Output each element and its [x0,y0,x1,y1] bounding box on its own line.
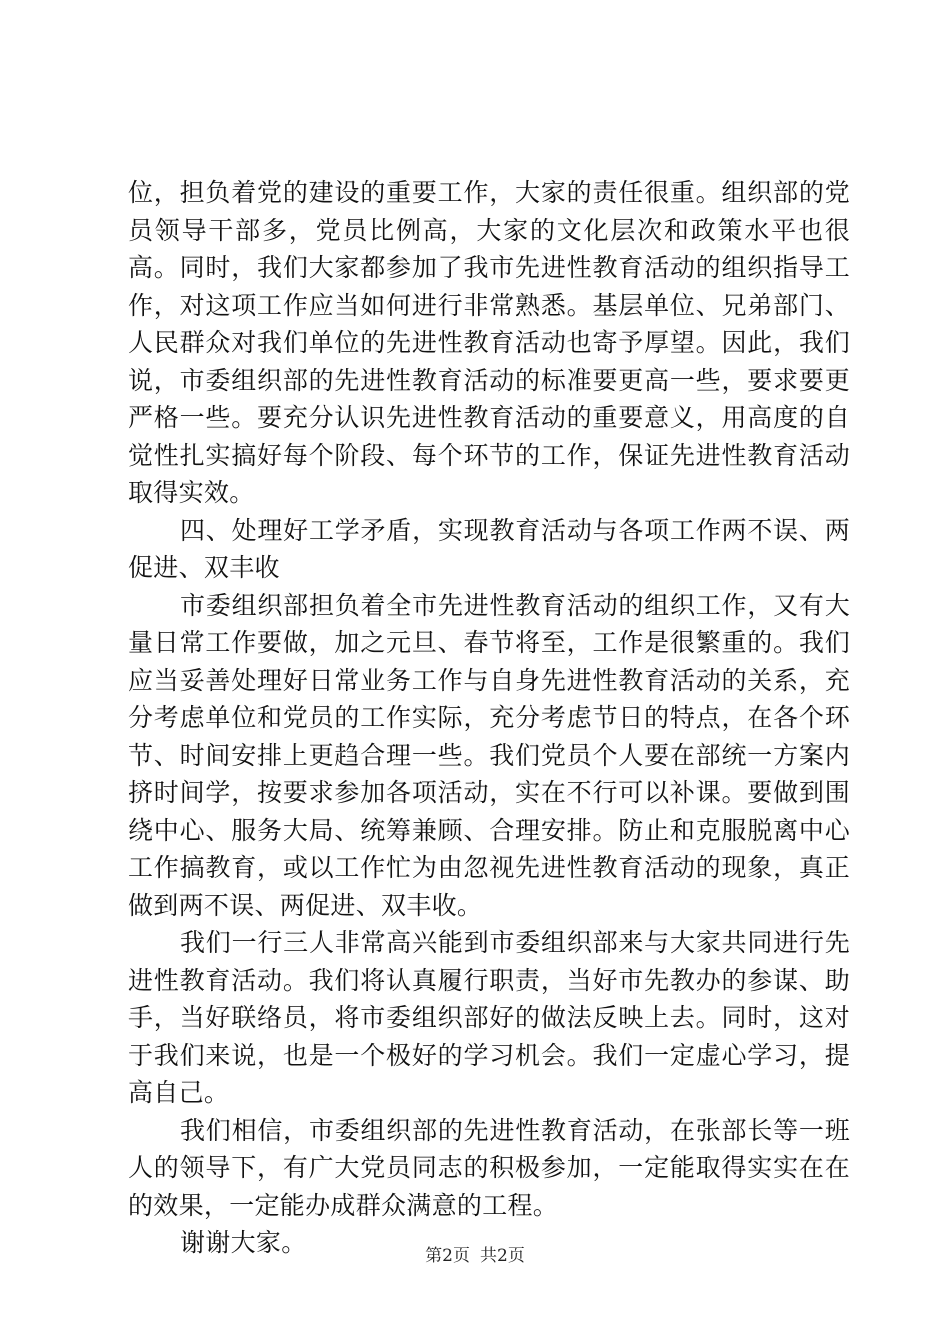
document-body [128,174,850,1262]
body-paragraph-continuation: 位，担负着党的建设的重要工作，大家的责任很重。组织部的党员领导干部多，党员比例高，大家的文化层次和政策水平也很高。同时，我们大家都参加了我市先进性教育活动的组织指导工作，对这项工作应当如何进行非常熟悉。基层单位、兄弟部门、人民群众对我们单位的先进性教育活动也寄予厚望。因此，我们说，市委组织部的先进性教育活动的标准要更高一些，要求要更严格一些。要充分认识先进性教育活动的重要意义，用高度的自觉性扎实搞好每个阶段、每个环节的工作，保证先进性教育活动取得实效。 [128,178,850,507]
body-paragraph-workload: 市委组织部担负着全市先进性教育活动的组织工作，又有大量日常工作要做，加之元旦、春节将至，工作是很繁重的。我们应当妥善处理好日常业务工作与自身先进性教育活动的关系，充分考虑单位和党员的工作实际，充分考虑节日的特点，在各个环节、时间安排上更趋合理一些。我们党员个人要在部统一方案内挤时间学，按要求参加各项活动，实在不行可以补课。要做到围绕中心、服务大局、统筹兼顾、合理安排。防止和克服脱离中心工作搞教育，或以工作忙为由忽视先进性教育活动的现象，真正做到两不误、两促进、双丰收。 [128,590,850,920]
page-total: 共2页 [480,1246,525,1266]
body-paragraph-confidence: 我们相信，市委组织部的先进性教育活动，在张部长等一班人的领导下，有广大党员同志的积极参加，一定能取得实实在在的效果，一定能办成群众满意的工程。 [128,1115,850,1220]
section-heading-four: 四、处理好工学矛盾，实现教育活动与各项工作两不误、两促进、双丰收 [128,515,850,582]
page-footer [0,1244,950,1268]
body-paragraph-team: 我们一行三人非常高兴能到市委组织部来与大家共同进行先进性教育活动。我们将认真履行职责，当好市先教办的参谋、助手，当好联络员，将市委组织部好的做法反映上去。同时，这对于我们来说，也是一个极好的学习机会。我们一定虚心学习，提高自己。 [128,928,850,1107]
closing-thanks: 谢谢大家。 [180,1228,307,1257]
page-number: 第2页 [425,1246,470,1266]
